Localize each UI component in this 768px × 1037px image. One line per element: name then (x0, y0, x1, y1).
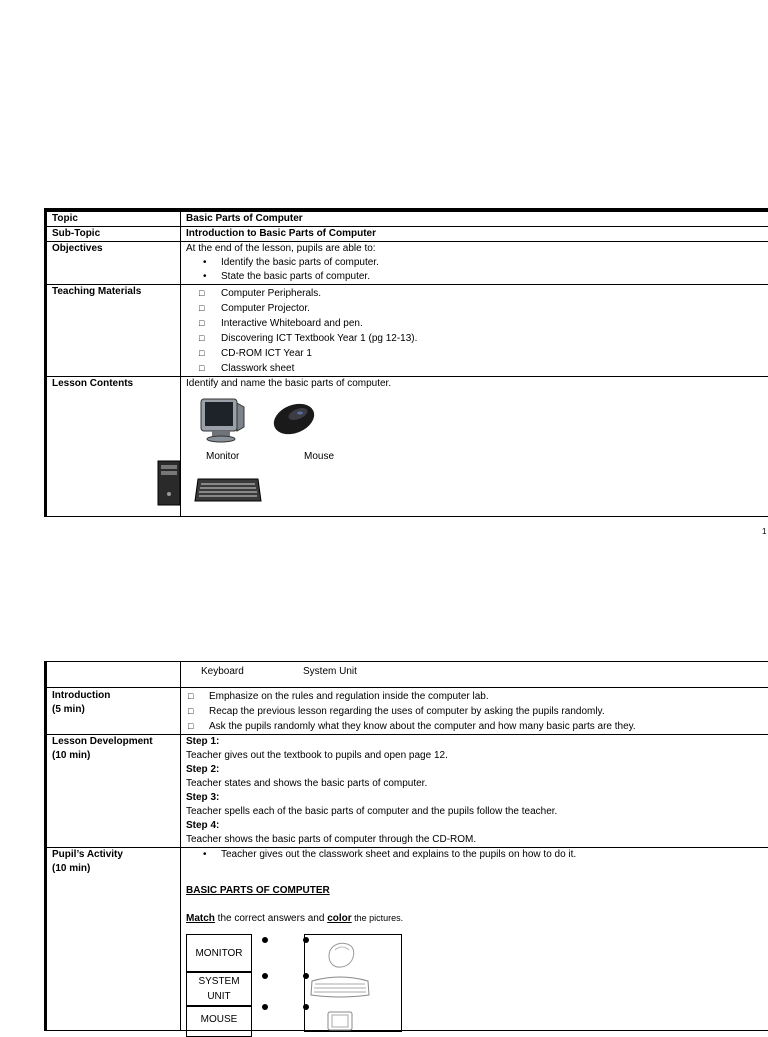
list-item: □ Ask the pupils randomly what they know about the computer and how many basic parts are they. (186, 719, 768, 734)
list-item: □ Interactive Whiteboard and pen. (186, 316, 768, 331)
caption-monitor: Monitor (206, 450, 239, 464)
step-text: Teacher shows the basic parts of computer through the CD-ROM. (186, 833, 768, 847)
list-item: • Teacher gives out the classwork sheet and explains to the pupils on how to do it. (186, 848, 768, 862)
match-word: Match (186, 913, 215, 924)
worksheet-instruction (186, 911, 768, 926)
match-dot[interactable] (262, 973, 268, 979)
contents-label: Lesson Contents (46, 377, 181, 517)
introduction-cell (181, 688, 768, 735)
captions-cell (181, 662, 768, 688)
objectives-list (186, 256, 768, 284)
step-text: Teacher gives out the textbook to pupils and open page 12. (186, 749, 768, 763)
objectives-intro: At the end of the lesson, pupils are able to: (186, 242, 768, 256)
mouse-image (272, 401, 318, 437)
page-number: 1 (762, 527, 766, 536)
introduction-label (46, 688, 181, 735)
lesson-plan-table-1 (44, 208, 768, 517)
contents-text: Identify and name the basic parts of computer. (186, 377, 768, 391)
monitor-image (198, 397, 246, 445)
caption-mouse: Mouse (304, 450, 334, 464)
development-cell (181, 735, 768, 848)
empty-cell (46, 662, 181, 688)
activity-list (186, 848, 768, 862)
topic-label: Topic (46, 210, 181, 227)
introduction-title: Introduction (52, 689, 180, 703)
materials-label: Teaching Materials (46, 285, 181, 377)
list-item: □ CD-ROM ICT Year 1 (186, 346, 768, 361)
match-pictures (304, 934, 402, 1032)
contents-cell (181, 377, 768, 517)
monitor-outline-image (325, 1011, 355, 1031)
caption-system-unit: System Unit (303, 665, 357, 679)
list-item: • State the basic parts of computer. (186, 270, 768, 284)
introduction-list (186, 689, 768, 734)
materials-list (186, 286, 768, 376)
step-title: Step 3: (186, 791, 768, 805)
activity-time: (10 min) (52, 862, 180, 876)
step-title: Step 1: (186, 735, 768, 749)
list-item: • Identify the basic parts of computer. (186, 256, 768, 270)
subtopic-label: Sub-Topic (46, 227, 181, 242)
color-word: color (327, 913, 351, 924)
list-item: □ Discovering ICT Textbook Year 1 (pg 12-13). (186, 331, 768, 346)
development-label (46, 735, 181, 848)
activity-cell (181, 848, 768, 1031)
list-item: □ Computer Projector. (186, 301, 768, 316)
objectives-cell (181, 242, 768, 285)
parts-images (186, 391, 768, 516)
match-label-monitor: MONITOR (186, 934, 252, 973)
development-title: Lesson Development (52, 735, 180, 749)
system-unit-image (157, 460, 183, 506)
objectives-label: Objectives (46, 242, 181, 285)
materials-cell (181, 285, 768, 377)
instruction-tail: the pictures. (352, 913, 404, 923)
activity-title: Pupil’s Activity (52, 848, 180, 862)
introduction-time: (5 min) (52, 703, 180, 717)
matching-exercise (186, 934, 768, 1030)
worksheet-title: BASIC PARTS OF COMPUTER (186, 884, 768, 898)
subtopic-value: Introduction to Basic Parts of Computer (181, 227, 768, 242)
list-item: □ Classwork sheet (186, 361, 768, 376)
step-text: Teacher spells each of the basic parts of computer and the pupils follow the teacher. (186, 805, 768, 819)
list-item: □ Emphasize on the rules and regulation inside the computer lab. (186, 689, 768, 704)
topic-value: Basic Parts of Computer (181, 210, 768, 227)
step-title: Step 2: (186, 763, 768, 777)
development-time: (10 min) (52, 749, 180, 763)
keyboard-image (194, 477, 262, 503)
match-label-system-unit: SYSTEM UNIT (186, 971, 252, 1007)
caption-keyboard: Keyboard (201, 665, 244, 679)
match-dot[interactable] (262, 937, 268, 943)
list-item: □ Recap the previous lesson regarding the uses of computer by asking the pupils randomly. (186, 704, 768, 719)
lesson-plan-table-2 (44, 661, 768, 1031)
keyboard-outline-image (309, 975, 371, 999)
step-text: Teacher states and shows the basic parts of computer. (186, 777, 768, 791)
instruction-text: the correct answers and (215, 913, 327, 924)
mouse-outline-image (323, 938, 359, 970)
activity-label (46, 848, 181, 1031)
step-title: Step 4: (186, 819, 768, 833)
match-label-mouse: MOUSE (186, 1005, 252, 1037)
list-item: □ Computer Peripherals. (186, 286, 768, 301)
match-dot[interactable] (262, 1004, 268, 1010)
